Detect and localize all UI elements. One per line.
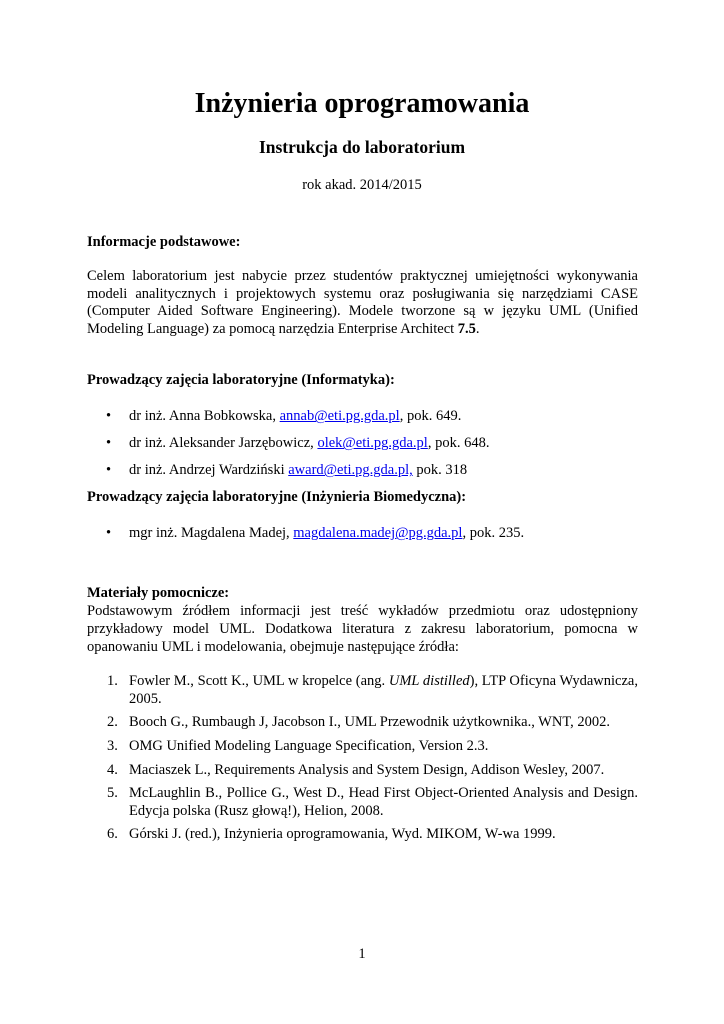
materials-paragraph: Podstawowym źródłem informacji jest treść wykładów przedmiotu oraz udostępniony przykładowy model UML. Dodatkowa literatura z zakresu laboratorium, pomocna w opanowaniu UML i modelowania, obejmuje następujące źródła: [87, 603, 638, 655]
list-item [87, 826, 638, 844]
biomed-list [87, 524, 638, 542]
ea-version: 7.5 [457, 320, 476, 337]
info-text: Celem laboratorium jest nabycie przez studentów praktycznej umiejętności wykonywania modeli analitycznych i projektowych systemu oraz posługiwania się narzędziami CASE (Computer Aided Software Engineering). Modele tworzone są w języku UML (Unified Modeling Language) za pomocą narzędzia Enterprise Architect [87, 268, 638, 337]
ref-number: 2. [107, 714, 118, 731]
list-item [87, 461, 638, 479]
academic-year: rok akad. 2014/2015 [302, 177, 422, 193]
ref-text: Górski J. (red.), Inżynieria oprogramowania, Wyd. MIKOM, W-wa 1999. [129, 826, 556, 843]
list-item [87, 714, 638, 732]
ref-italic: UML distilled [388, 673, 470, 690]
bullet-icon: • [106, 462, 112, 479]
ref-text: McLaughlin B., Pollice G., West D., Head First Object-Oriented Analysis and Design. Edycja polska (Rusz głową!), Helion, 2008. [129, 785, 638, 819]
biomed-heading: Prowadzący zajęcia laboratoryjne (Inżynieria Biomedyczna): [87, 489, 467, 506]
list-item [87, 407, 638, 425]
bullet-icon: • [106, 408, 112, 425]
page-number: 1 [358, 946, 366, 962]
list-item [87, 762, 638, 780]
email-link[interactable]: award@eti.pg.gda.pl, [288, 462, 413, 479]
room: , pok. 235. [462, 525, 525, 542]
ref-text: Booch G., Rumbaugh J, Jacobson I., UML Przewodnik użytkownika., WNT, 2002. [129, 714, 610, 731]
references-list [87, 673, 638, 844]
document-subtitle: Instrukcja do laboratorium [258, 137, 466, 157]
list-item [87, 434, 638, 452]
ref-text: Maciaszek L., Requirements Analysis and System Design, Addison Wesley, 2007. [129, 761, 605, 778]
info-heading: Informacje podstawowe: [87, 234, 241, 250]
room: pok. 318 [412, 462, 468, 479]
person-name: dr inż. Aleksander Jarzębowicz, [129, 435, 318, 452]
list-item [87, 738, 638, 756]
bullet-icon: • [106, 525, 112, 542]
person-name: dr inż. Anna Bobkowska, [129, 408, 280, 425]
room: , pok. 648. [427, 435, 490, 452]
informatics-list [87, 407, 638, 479]
email-link[interactable]: olek@eti.pg.gda.pl [317, 435, 428, 452]
ref-number: 5. [107, 785, 118, 802]
list-item [87, 673, 638, 708]
room: , pok. 649. [399, 408, 462, 425]
ref-number: 3. [107, 737, 118, 754]
email-link[interactable]: annab@eti.pg.gda.pl [279, 408, 400, 425]
materials-heading: Materiały pomocnicze: [87, 585, 230, 602]
ref-text-end: ), LTP Oficyna Wydawnicza, 2005. [129, 673, 638, 707]
list-item [87, 785, 638, 820]
document-title: Inżynieria oprogramowania [194, 88, 530, 119]
bullet-icon: • [106, 435, 112, 452]
list-item [87, 524, 638, 542]
ref-text: OMG Unified Modeling Language Specification, Version 2.3. [129, 737, 489, 754]
info-text-end: . [475, 320, 480, 337]
info-paragraph [87, 268, 638, 338]
ref-number: 1. [107, 673, 118, 690]
ref-text: Fowler M., Scott K., UML w kropelce (ang. [129, 673, 389, 690]
informatics-heading: Prowadzący zajęcia laboratoryjne (Informatyka): [87, 372, 395, 389]
ref-number: 6. [107, 826, 118, 843]
ref-number: 4. [107, 761, 118, 778]
email-link[interactable]: magdalena.madej@pg.gda.pl [293, 525, 463, 542]
person-name: mgr inż. Magdalena Madej, [129, 525, 294, 542]
document-body [87, 233, 638, 850]
person-name: dr inż. Andrzej Wardziński [129, 462, 289, 479]
